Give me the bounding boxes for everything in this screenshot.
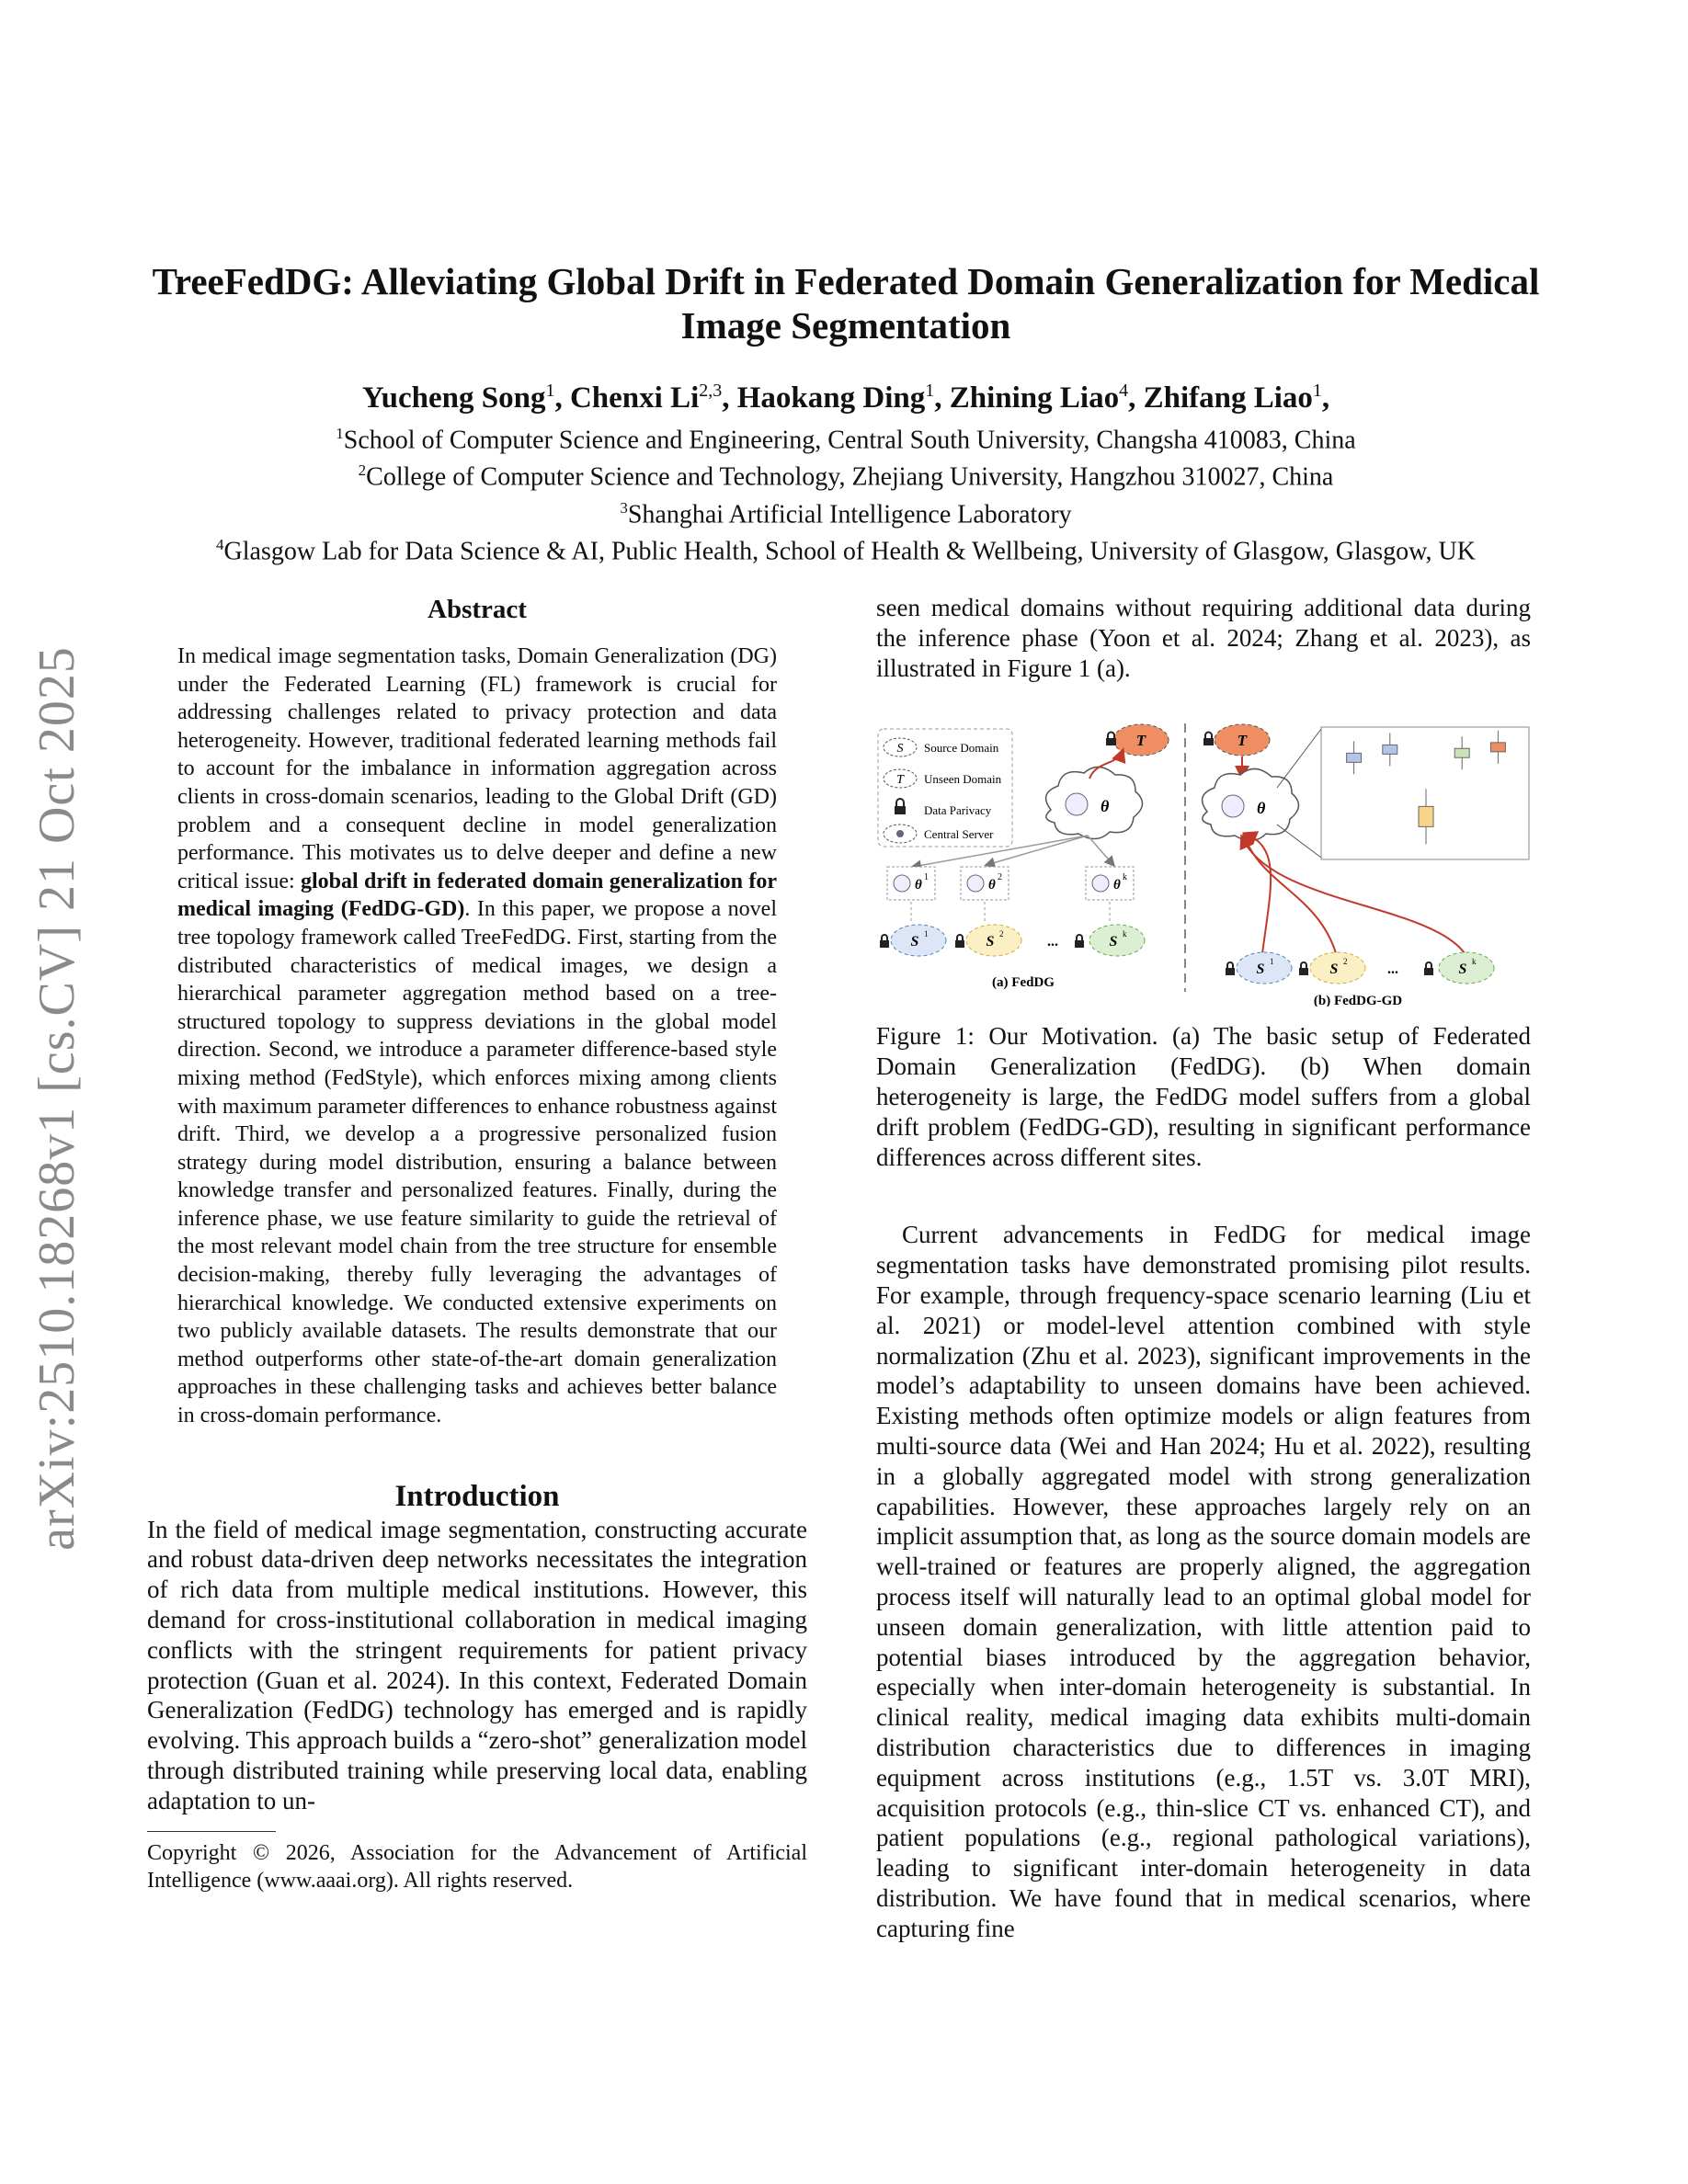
- intro-paragraph-1-continued: seen medical domains without requiring additional data during the inference phase (Yoon et al. 2024; Zhang et al. 2023), as illustrated in Figure 1 (a).: [876, 594, 1531, 682]
- author-name: Yucheng Song: [361, 381, 546, 415]
- panel-a-link-k: [1088, 836, 1113, 865]
- author-name: Haokang Ding: [736, 381, 926, 415]
- author-name: Chenxi Li: [569, 381, 700, 415]
- svg-text:2: 2: [998, 872, 1002, 883]
- left-column: [147, 593, 807, 1894]
- author-name: Zhining Liao: [949, 381, 1120, 415]
- svg-text:k: k: [1123, 872, 1127, 883]
- legend-unseen-domain: Unseen Domain: [924, 772, 1002, 787]
- panel-b-source-2: [1299, 952, 1365, 984]
- affiliation-line: $^3$Shanghai Artificial Intelligence Laboratory: [620, 498, 1072, 529]
- copyright-footnote: Copyright © 2026, Association for the Advancement of Artificial Intelligence (www.aaai.org). All rights reserved.: [147, 1840, 807, 1893]
- footnote-rule: [147, 1831, 276, 1832]
- panel-a-target-label: T: [1135, 732, 1146, 750]
- figure-1-caption: Figure 1: Our Motivation. (a) The basic setup of Federated Domain Generalization (FedDG). (b) When domain heterogeneity is large, the FedDG model suffers from a global drift problem (FedDG-GD), resulting in significant performance differences across different sites.: [876, 1022, 1531, 1171]
- box-plot-box: [1454, 749, 1469, 758]
- paper-title: TreeFedDG: Alleviating Global Drift in Federated Domain Generalization for Medical Image Segmentation: [152, 260, 1540, 347]
- panel-a-source-2: [955, 925, 1021, 956]
- network-icon: [1066, 793, 1088, 815]
- box-plot-box: [1419, 807, 1433, 827]
- panel-a-label: (a) FedDG: [992, 975, 1055, 991]
- box-plot-inset: [1321, 727, 1529, 859]
- panel-a-source-1: [880, 925, 946, 956]
- figure-1-diagram: [876, 720, 1531, 1007]
- panel-b-target-label: T: [1237, 732, 1248, 750]
- svg-text:1: 1: [1270, 957, 1274, 967]
- abstract-heading: Abstract: [428, 595, 527, 624]
- panel-a-client-model-1: [887, 867, 935, 900]
- affiliation-line: $^2$College of Computer Science and Technology, Zhejiang University, Hangzhou 310027, China: [358, 461, 1334, 492]
- svg-text:k: k: [1472, 957, 1477, 967]
- svg-text:1: 1: [924, 872, 929, 883]
- panel-b-ellipsis: ...: [1387, 961, 1398, 978]
- arxiv-identifier: arXiv:2510.18268v1 [cs.CV] 21 Oct 2025: [29, 646, 86, 1551]
- author-affiliation-marker: 1: [545, 381, 555, 401]
- network-icon: [1222, 795, 1244, 817]
- box-plot-box: [1347, 754, 1362, 763]
- svg-text:S: S: [1109, 934, 1118, 950]
- legend-symbol-s: S: [896, 742, 904, 756]
- svg-text:S: S: [986, 934, 995, 950]
- figure-1: [876, 720, 1531, 1007]
- affiliation-line: $^1$School of Computer Science and Engineering, Central South University, Changsha 410083, China: [336, 425, 1356, 455]
- introduction-heading: Introduction: [394, 1479, 560, 1513]
- panel-a-source-k: [1075, 925, 1145, 956]
- legend-data-privacy: Data Parivacy: [924, 803, 992, 818]
- svg-text:S: S: [910, 934, 919, 950]
- network-icon: [896, 830, 904, 837]
- panel-b-source-k: [1424, 952, 1494, 984]
- panel-b-source-1: [1226, 952, 1292, 984]
- author-affiliation-marker: 1: [1312, 381, 1322, 401]
- svg-text:θ: θ: [988, 878, 996, 893]
- author-name: Zhifang Liao: [1143, 381, 1313, 415]
- panel-a-client-model-2: [961, 867, 1009, 900]
- svg-text:2: 2: [999, 929, 1004, 939]
- panel-a-ellipsis: ...: [1047, 934, 1058, 950]
- svg-text:S: S: [1458, 961, 1467, 978]
- zoom-line-bottom: [1277, 825, 1321, 858]
- svg-text:S: S: [1329, 961, 1339, 978]
- author-affiliation-marker: 1: [925, 381, 935, 401]
- lock-icon: [1106, 733, 1116, 746]
- affiliation-line: $^4$Glasgow Lab for Data Science & AI, Public Health, School of Health & Wellbeing, University of Glasgow, Glasgow, UK: [216, 535, 1476, 566]
- svg-text:2: 2: [1343, 957, 1348, 967]
- abstract-bold-issue: global drift in federated domain generalization for medical imaging (FedDG-GD): [177, 869, 777, 922]
- panel-a-client-model-k: [1086, 867, 1134, 900]
- arxiv-sidebar: [20, 607, 94, 1590]
- author-list: Yucheng Song$^1$, Chenxi Li$^{2,3}$, Haokang Ding$^1$, Zhining Liao$^4$, Zhifang Liao$^1$,: [361, 381, 1330, 415]
- panel-a-server: [1046, 768, 1143, 839]
- box-plot-box: [1383, 745, 1397, 755]
- intro-paragraph-1: In the field of medical image segmentation, constructing accurate and robust data-driven deep networks necessitates the integration of rich data from multiple medical institutions. However, this demand for cross-institutional collaboration in medical imaging conflicts with the stringent requirements for patient privacy protection (Guan et al. 2024). In this context, Federated Domain Generalization (FedDG) technology has emerged and is rapidly evolving. This approach builds a “zero-shot” generalization model through distributed training while preserving local data, enabling adaptation to un-: [147, 1515, 807, 1814]
- legend-central-server: Central Server: [924, 827, 994, 842]
- affiliation-list: [147, 418, 1545, 566]
- author-affiliation-marker: 4: [1119, 381, 1129, 401]
- box-plot-box: [1490, 743, 1505, 752]
- intro-paragraph-2: Current advancements in FedDG for medical image segmentation tasks have demonstrated promising pilot results. For example, through frequency-space scenario learning (Liu et al. 2021) or model-level attention combined with style normalization (Zhu et al. 2023), significant improvements in the model’s adaptability to unseen domains have been achieved. Existing methods often optimize models or align features from multi-source data (Wei and Han 2024; Hu et al. 2022), resulting in a globally aggregated model with strong generalization capabilities. However, these approaches largely rely on an implicit assumption that, as long as the source domain models are well-trained or features are properly aligned, the aggregation process itself will naturally lead to an optimal global model for unseen domain generalization, with little attention paid to potential biases introduced by the aggregation behavior, especially when inter-domain heterogeneity is substantial. In clinical reality, medical imaging data exhibits multi-domain distribution characteristics due to differences in imaging equipment across institutions (e.g., 1.5T vs. 3.0T MRI), acquisition protocols (e.g., thin-slice CT vs. enhanced CT), and patient populations (e.g., regional pathological variations), leading to significant inter-domain heterogeneity in data distribution. We have found that in medical scenarios, where capturing fine: [876, 1221, 1531, 1942]
- svg-text:k: k: [1123, 929, 1127, 939]
- zoom-line-top: [1277, 729, 1321, 788]
- panel-b-arrow-1: [1246, 834, 1271, 953]
- svg-text:S: S: [1256, 961, 1265, 978]
- panel-b-label: (b) FedDG-GD: [1313, 994, 1403, 1007]
- svg-text:1: 1: [924, 929, 929, 939]
- panel-a-theta: θ: [1101, 797, 1110, 816]
- legend-symbol-t: T: [896, 773, 904, 788]
- right-column: [876, 593, 1531, 1944]
- svg-text:θ: θ: [915, 878, 922, 893]
- lock-icon: [1203, 733, 1214, 746]
- author-affiliation-marker: 2,3: [699, 381, 723, 401]
- abstract-text: In medical image segmentation tasks, Domain Generalization (DG) under the Federated Learning (FL) framework is crucial for addressing challenges related to privacy protection and data heterogeneity. However, traditional federated learning methods fail to account for the imbalance in information aggregation across clients in cross-domain scenarios, leading to the Global Drift (GD) problem and a consequent decline in model generalization performance. This motivates us to delve deeper and define a new critical issue: global drift in federated domain generalization for medical imaging (FedDG-GD). In this paper, we propose a novel tree topology framework called TreeFedDG. First, starting from the distributed characteristics of medical images, we design a hierarchical parameter aggregation method based on a tree-structured topology to suppress deviations in the global model direction. Second, we introduce a parameter difference-based style mixing method (FedStyle), which enforces mixing among clients with maximum parameter differences to enhance robustness against drift. Third, we develop a a progressive personalized fusion strategy during model distribution, ensuring a balance between knowledge transfer and personalized features. Finally, during the inference phase, we use feature similarity to guide the retrieval of the most relevant model chain from the tree structure for ensemble decision-making, thereby fully leveraging the advantages of hierarchical knowledge. We conducted extensive experiments on two publicly available datasets. The results demonstrate that our method outperforms other state-of-the-art domain generalization approaches in these challenging tasks and achieves better balance in cross-domain performance.: [177, 644, 777, 1428]
- svg-text:θ: θ: [1113, 878, 1121, 893]
- legend-source-domain: Source Domain: [924, 741, 999, 756]
- panel-b-theta: θ: [1257, 799, 1266, 818]
